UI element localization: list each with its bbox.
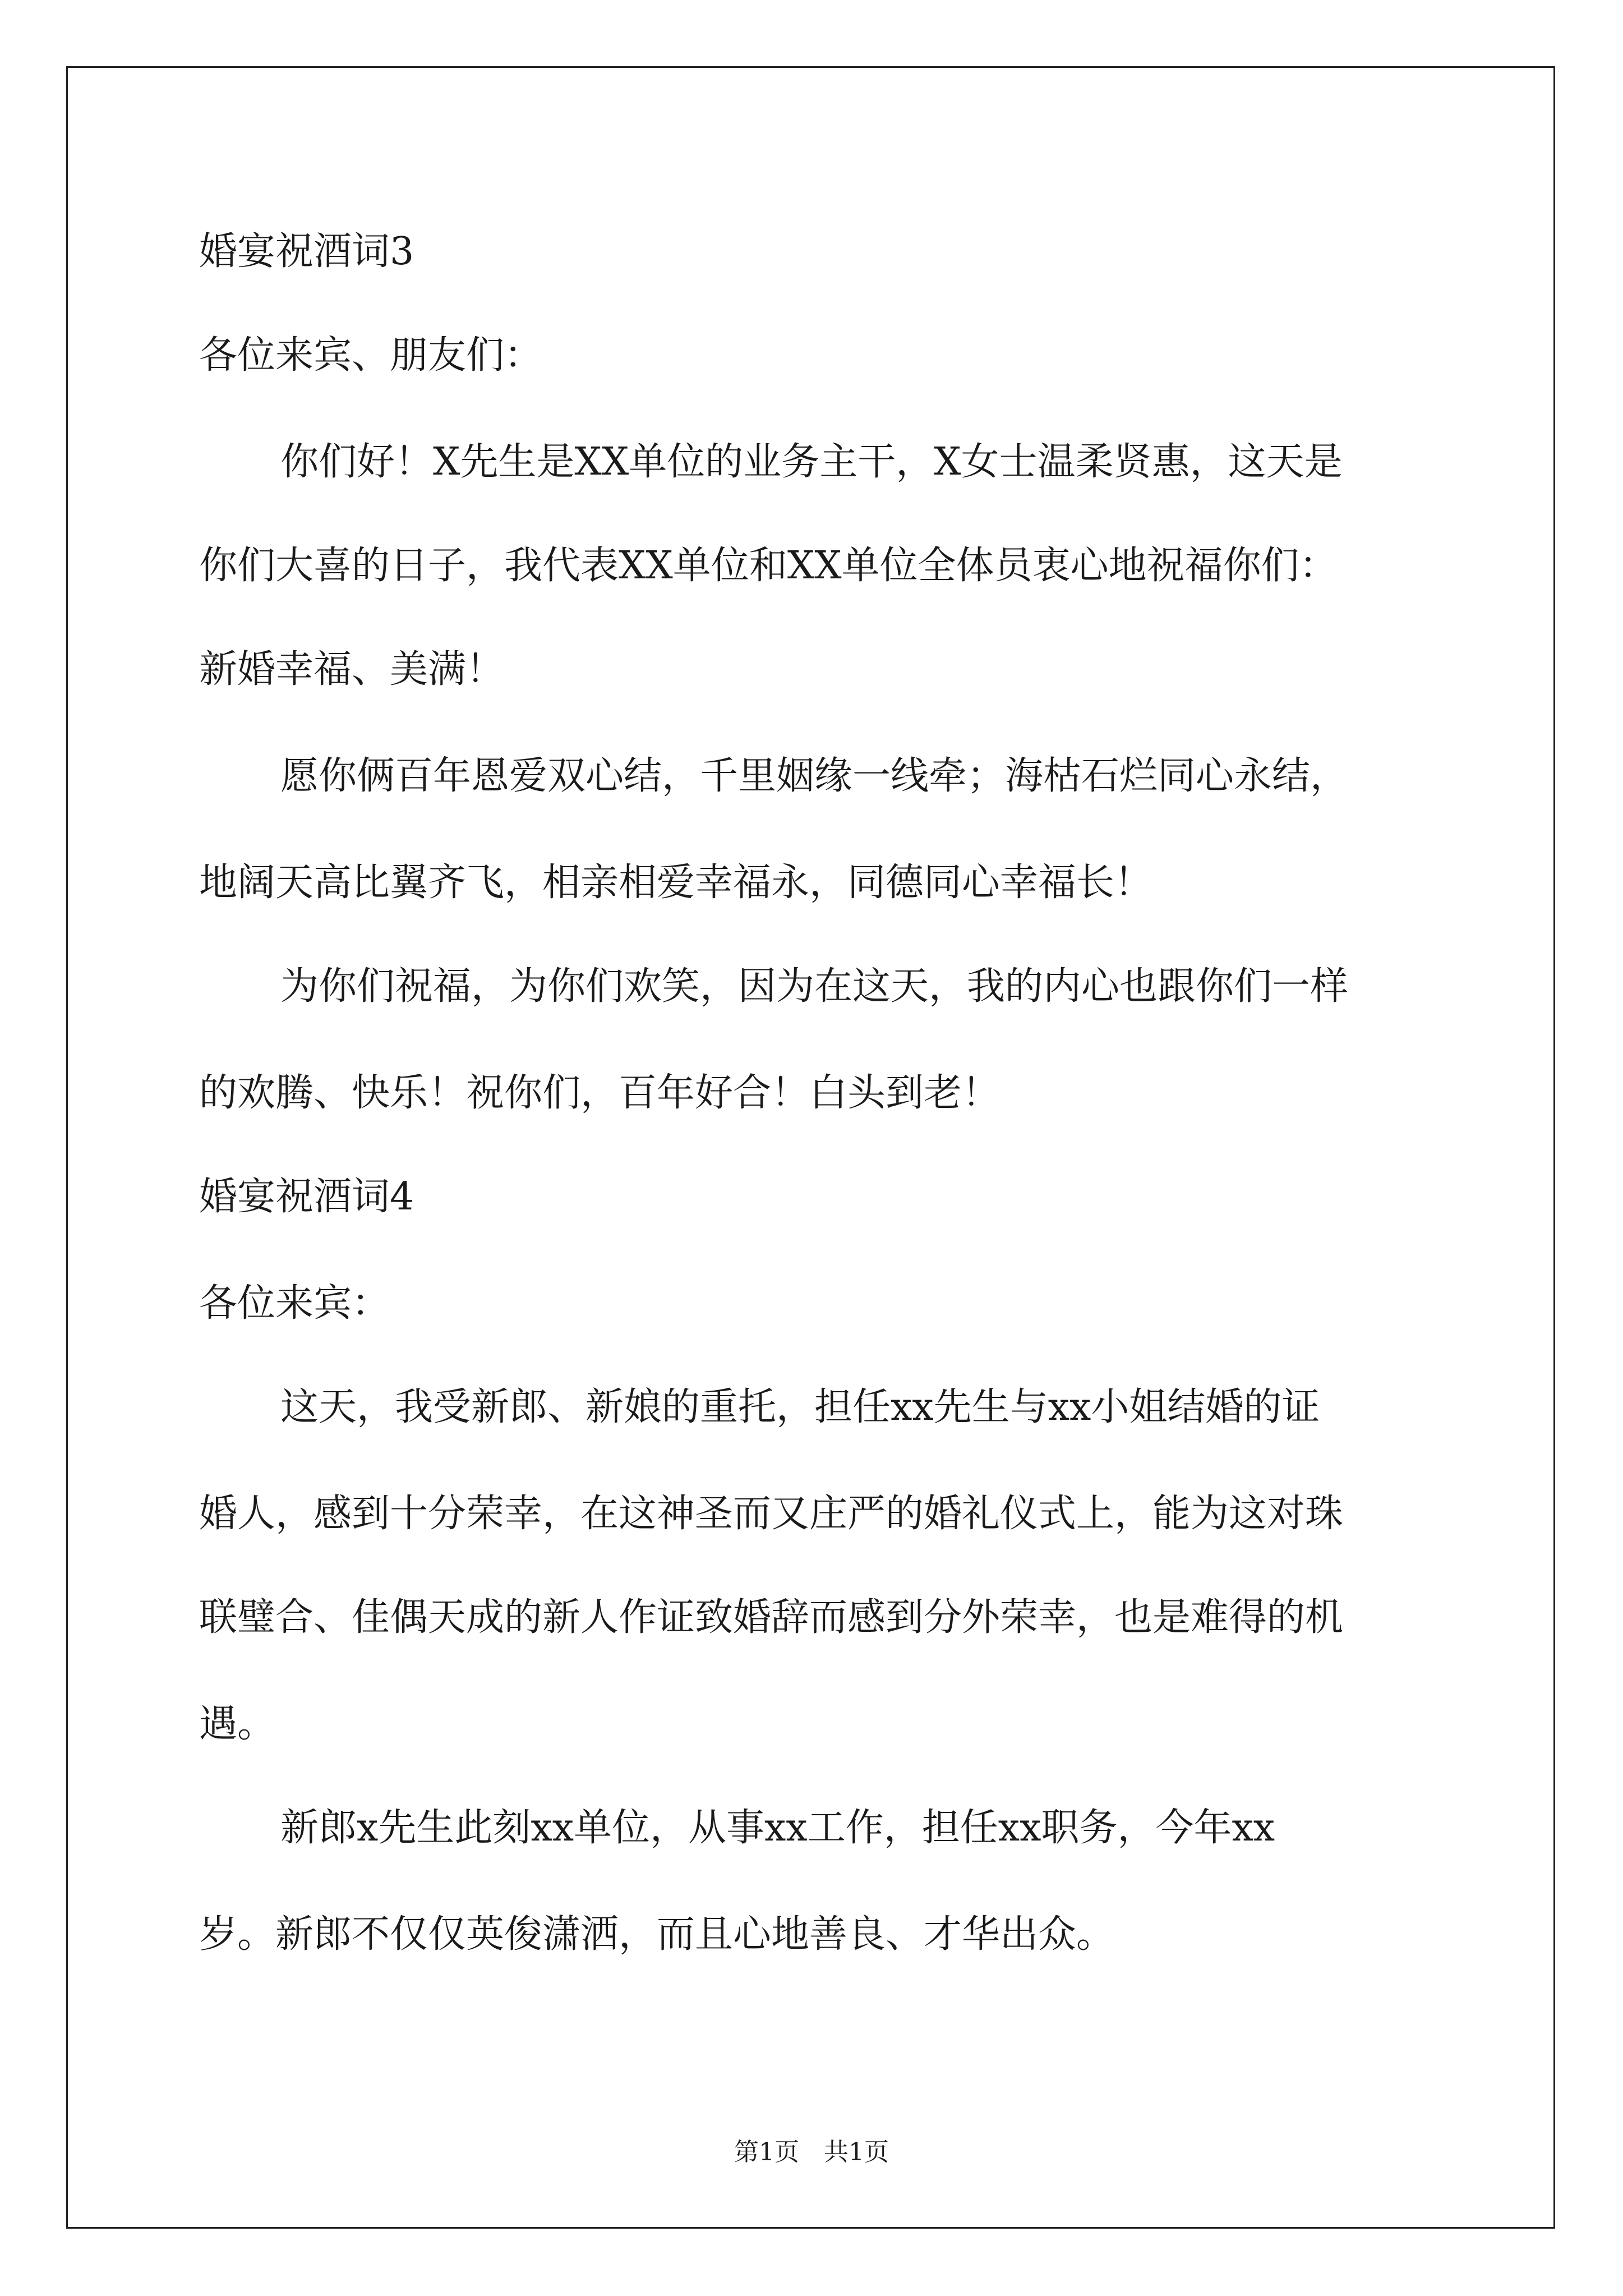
salutation: 各位来宾、朋友们： — [199, 333, 543, 378]
paragraph-line: 新婚幸福、美满！ — [199, 647, 505, 692]
paragraph-line: 愿你俩百年恩爱双心结，千里姻缘一线牵；海枯石烂同心永结， — [280, 754, 1349, 798]
paragraph-line: 为你们祝福，为你们欢笑，因为在这天，我的内心也跟你们一样 — [280, 964, 1349, 1009]
paragraph-line: 你们好！X先生是XX单位的业务主干，X女士温柔贤惠，这天是 — [280, 440, 1343, 484]
paragraph-line: 岁。新郎不仅仅英俊潇洒，而且心地善良、才华出众。 — [199, 1912, 1115, 1957]
paragraph-line: 联璧合、佳偶天成的新人作证致婚辞而感到分外荣幸，也是难得的机 — [199, 1595, 1344, 1640]
page-number: 第1页 共1页 — [734, 2138, 889, 2166]
paragraph-line: 遇。 — [199, 1702, 276, 1746]
section-title: 婚宴祝酒词3 — [199, 229, 414, 274]
paragraph-line: 新郎x先生此刻xx单位，从事xx工作，担任xx职务，今年xx — [280, 1806, 1275, 1850]
paragraph-line: 这天，我受新郎、新娘的重托，担任xx先生与xx小姐结婚的证 — [280, 1385, 1320, 1429]
paragraph-line: 你们大喜的日子，我代表XX单位和XX单位全体员衷心地祝福你们： — [199, 544, 1338, 588]
salutation: 各位来宾： — [199, 1281, 390, 1326]
paragraph-line: 婚人，感到十分荣幸，在这神圣而又庄严的婚礼仪式上，能为这对珠 — [199, 1492, 1344, 1536]
paragraph-line: 的欢腾、快乐！祝你们，百年好合！白头到老！ — [199, 1071, 1000, 1115]
page-border — [66, 66, 1555, 2229]
paragraph-line: 地阔天高比翼齐飞，相亲相爱幸福永，同德同心幸福长！ — [199, 861, 1153, 905]
section-title: 婚宴祝酒词4 — [199, 1175, 414, 1219]
